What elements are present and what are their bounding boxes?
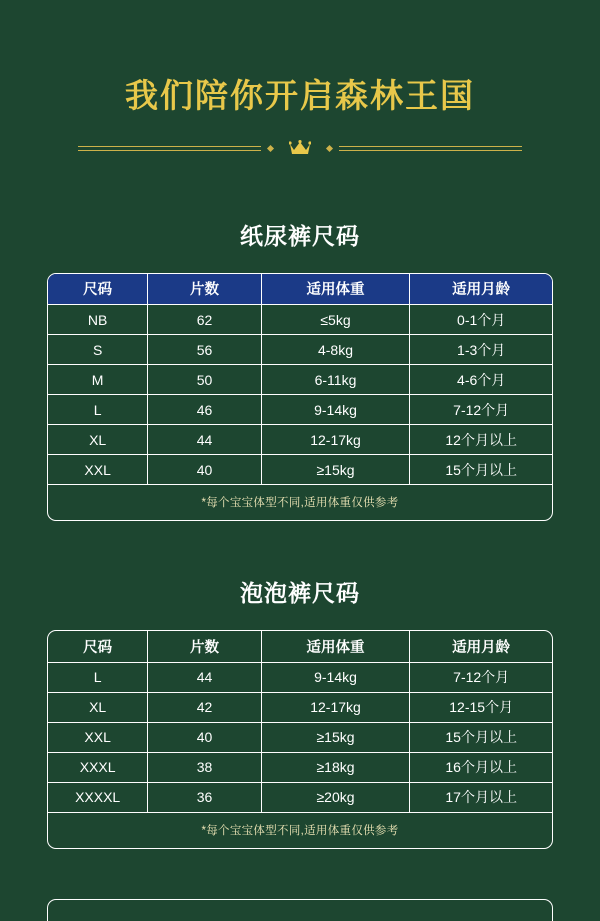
cell-age: 0-1个月 xyxy=(410,305,552,335)
column-header-size: 尺码 xyxy=(48,274,148,305)
cell-count: 40 xyxy=(148,455,261,485)
table-note-pullups: *每个宝宝体型不同,适用体重仅供参考 xyxy=(201,824,399,837)
cell-weight: ≥18kg xyxy=(261,752,410,782)
column-header-age: 适用月龄 xyxy=(410,631,552,662)
table-note-diapers: *每个宝宝体型不同,适用体重仅供参考 xyxy=(201,497,399,510)
column-header-age: 适用月龄 xyxy=(410,274,552,305)
column-header-size: 尺码 xyxy=(48,631,148,662)
cell-count: 44 xyxy=(148,662,261,692)
cell-size: M xyxy=(48,365,148,395)
cell-weight: ≤5kg xyxy=(261,305,410,335)
size-table-pullups xyxy=(48,631,552,813)
next-card-top-edge xyxy=(47,899,553,921)
cell-size: L xyxy=(48,662,148,692)
table-row xyxy=(48,455,552,485)
cell-size: XXXL xyxy=(48,752,148,782)
crown-icon xyxy=(289,138,311,160)
column-header-count: 片数 xyxy=(148,631,261,662)
cell-age: 12个月以上 xyxy=(410,425,552,455)
divider-diamond-left xyxy=(267,145,274,152)
size-table-card-diapers xyxy=(47,273,553,522)
cell-weight: 9-14kg xyxy=(261,395,410,425)
cell-count: 50 xyxy=(148,365,261,395)
cell-count: 44 xyxy=(148,425,261,455)
cell-size: S xyxy=(48,335,148,365)
cell-count: 40 xyxy=(148,722,261,752)
cell-age: 16个月以上 xyxy=(410,752,552,782)
size-table-card-pullups xyxy=(47,630,553,849)
table-row xyxy=(48,782,552,812)
table-row xyxy=(48,752,552,782)
cell-size: XXL xyxy=(48,455,148,485)
cell-size: XXXXL xyxy=(48,782,148,812)
cell-weight: ≥15kg xyxy=(261,722,410,752)
table-row xyxy=(48,425,552,455)
table-row xyxy=(48,335,552,365)
cell-size: XL xyxy=(48,425,148,455)
column-header-weight: 适用体重 xyxy=(261,274,410,305)
table-row xyxy=(48,692,552,722)
cell-age: 7-12个月 xyxy=(410,395,552,425)
cell-weight: 12-17kg xyxy=(261,425,410,455)
cell-weight: 9-14kg xyxy=(261,662,410,692)
cell-weight: 12-17kg xyxy=(261,692,410,722)
size-table-diapers xyxy=(48,274,552,486)
cell-size: XL xyxy=(48,692,148,722)
cell-weight: ≥15kg xyxy=(261,455,410,485)
divider-line-left xyxy=(78,146,261,151)
cell-age: 4-6个月 xyxy=(410,365,552,395)
cell-count: 56 xyxy=(148,335,261,365)
cell-size: NB xyxy=(48,305,148,335)
cell-age: 15个月以上 xyxy=(410,455,552,485)
decorative-divider xyxy=(0,138,600,160)
table-row xyxy=(48,305,552,335)
cell-age: 1-3个月 xyxy=(410,335,552,365)
cell-count: 46 xyxy=(148,395,261,425)
cell-count: 38 xyxy=(148,752,261,782)
cell-weight: 6-11kg xyxy=(261,365,410,395)
table-header-row xyxy=(48,274,552,305)
table-row xyxy=(48,365,552,395)
cell-count: 42 xyxy=(148,692,261,722)
page-title: 我们陪你开启森林王国 xyxy=(125,77,475,114)
section-title-diapers: 纸尿裤尺码 xyxy=(240,222,360,249)
table-row xyxy=(48,395,552,425)
cell-weight: ≥20kg xyxy=(261,782,410,812)
table-header-row xyxy=(48,631,552,662)
cell-count: 36 xyxy=(148,782,261,812)
divider-line-right xyxy=(339,146,522,151)
cell-size: XXL xyxy=(48,722,148,752)
section-title-pullups: 泡泡裤尺码 xyxy=(240,580,360,607)
divider-diamond-right xyxy=(326,145,333,152)
cell-count: 62 xyxy=(148,305,261,335)
cell-age: 7-12个月 xyxy=(410,662,552,692)
table-row xyxy=(48,722,552,752)
cell-size: L xyxy=(48,395,148,425)
table-row xyxy=(48,662,552,692)
cell-weight: 4-8kg xyxy=(261,335,410,365)
column-header-count: 片数 xyxy=(148,274,261,305)
cell-age: 12-15个月 xyxy=(410,692,552,722)
cell-age: 15个月以上 xyxy=(410,722,552,752)
cell-age: 17个月以上 xyxy=(410,782,552,812)
column-header-weight: 适用体重 xyxy=(261,631,410,662)
